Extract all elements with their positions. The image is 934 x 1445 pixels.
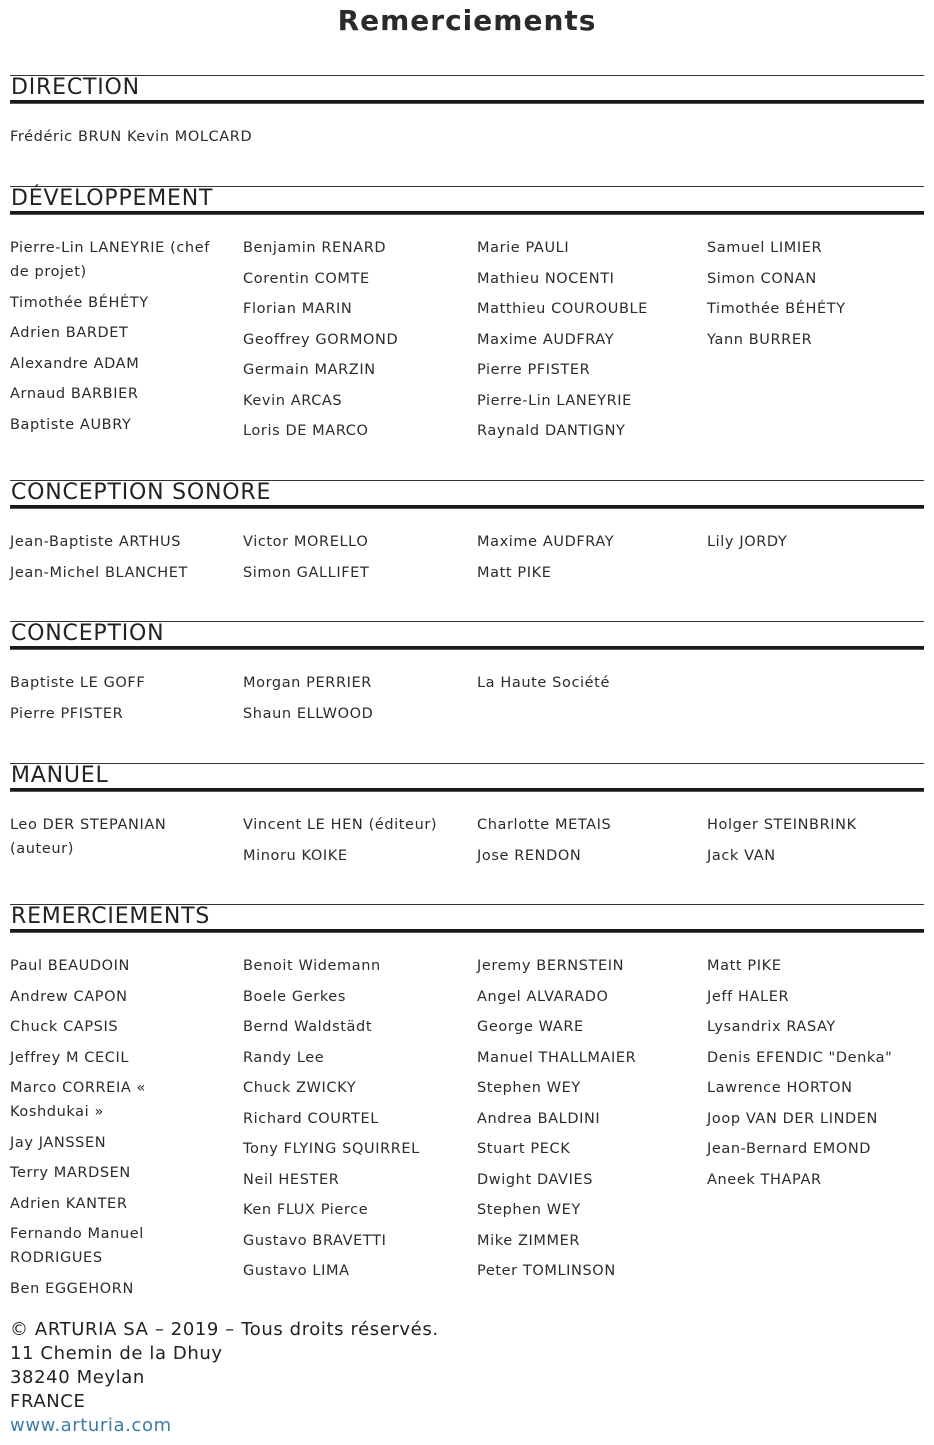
credit-name: Jeff HALER <box>707 988 790 1005</box>
credit-name: Loris DE MARCO <box>243 423 369 439</box>
credit-name: Chuck CAPSIS <box>10 1019 119 1035</box>
address-line-1: 11 Chemin de la Dhuy <box>10 1343 223 1364</box>
name-column <box>10 671 225 732</box>
section-manuel <box>10 763 924 864</box>
credit-name: Timothée BÉHÉTY <box>707 301 846 317</box>
credit-name: Alexandre ADAM <box>10 355 140 372</box>
credit-name: Adrien BARDET <box>10 325 129 341</box>
section-conception-sonore <box>10 480 924 581</box>
name-column <box>10 236 225 443</box>
credit-name: Jean-Baptiste ARTHUS <box>10 534 182 550</box>
credit-name: Stephen WEY <box>477 1080 581 1096</box>
credit-name: Shaun ELLWOOD <box>243 705 374 722</box>
credit-name: Morgan PERRIER <box>243 675 372 691</box>
credit-name: Bernd Waldstädt <box>243 1019 373 1035</box>
credit-name: Adrien KANTER <box>10 1195 128 1212</box>
credit-name: Charlotte METAIS <box>477 817 612 833</box>
name-column <box>707 236 922 358</box>
credit-name: Randy Lee <box>243 1049 325 1066</box>
section-heading: REMERCIEMENTS <box>11 904 211 929</box>
credit-name: Jose RENDON <box>477 847 582 864</box>
credit-name: Chuck ZWICKY <box>243 1080 357 1096</box>
credit-name: Gustavo BRAVETTI <box>243 1232 387 1249</box>
credit-name: Leo DER STEPANIAN (auteur) <box>10 817 167 857</box>
credit-name: Pierre PFISTER <box>477 362 591 378</box>
website-link[interactable]: www.arturia.com <box>10 1415 172 1436</box>
credit-name: Simon CONAN <box>707 270 817 287</box>
credit-name: Marie PAULI <box>477 240 570 256</box>
name-column <box>477 813 692 874</box>
credit-name: Corentin COMTE <box>243 270 370 287</box>
credit-name: Arnaud BARBIER <box>10 386 139 402</box>
credit-name: Matthieu COUROUBLE <box>477 301 648 317</box>
name-column <box>10 813 225 868</box>
credit-name: Jack VAN <box>707 847 776 864</box>
credit-name: Maxime AUDFRAY <box>477 534 615 550</box>
credit-name: Lawrence HORTON <box>707 1080 853 1096</box>
credit-name: Benjamin RENARD <box>243 240 387 256</box>
credit-name: Victor MORELLO <box>243 534 369 550</box>
credit-name: Lily JORDY <box>707 534 788 550</box>
footer <box>10 1318 439 1438</box>
section-heading-bar <box>10 186 924 214</box>
credit-name: Vincent LE HEN (éditeur) <box>243 817 438 833</box>
section-heading-bar <box>10 904 924 932</box>
name-column <box>243 671 458 732</box>
credit-name: Jean-Michel BLANCHET <box>10 564 188 581</box>
name-column <box>707 954 922 1198</box>
section-heading: MANUEL <box>11 763 109 788</box>
credit-name: Jay JANSSEN <box>10 1134 107 1151</box>
credit-name: Ben EGGEHORN <box>10 1280 134 1297</box>
name-column <box>477 530 692 591</box>
credit-name: Andrew CAPON <box>10 988 128 1005</box>
credit-name: Matt PIKE <box>707 958 782 974</box>
credit-name: Baptiste LE GOFF <box>10 675 146 691</box>
credit-name: Simon GALLIFET <box>243 564 370 581</box>
section-heading-bar <box>10 621 924 649</box>
credit-name: Andrea BALDINI <box>477 1110 601 1127</box>
name-column <box>477 671 692 702</box>
credit-name: Richard COURTEL <box>243 1110 379 1127</box>
section-heading: DÉVELOPPEMENT <box>11 186 214 211</box>
page-title: Remerciements <box>337 4 597 37</box>
credit-name: Minoru KOIKE <box>243 847 348 864</box>
credit-name: Timothée BÉHÉTY <box>10 294 149 311</box>
credit-name: Lysandrix RASAY <box>707 1019 836 1035</box>
address-line-2: 38240 Meylan <box>10 1367 145 1388</box>
credit-name: Angel ALVARADO <box>477 988 609 1005</box>
credit-name: Stuart PECK <box>477 1141 571 1157</box>
credit-name: George WARE <box>477 1019 584 1035</box>
credit-name: Pierre PFISTER <box>10 705 124 722</box>
credit-name: Dwight DAVIES <box>477 1171 594 1188</box>
section-heading-bar <box>10 480 924 508</box>
name-column <box>707 813 922 874</box>
name-column <box>10 530 225 591</box>
section-heading-bar <box>10 763 924 791</box>
credit-name: Pierre-Lin LANEYRIE (chef de projet) <box>10 240 210 280</box>
credit-name: Matt PIKE <box>477 564 552 581</box>
credit-name: Frédéric BRUN Kevin MOLCARD <box>10 129 253 145</box>
credit-name: Jeremy BERNSTEIN <box>477 958 625 974</box>
credit-name: Neil HESTER <box>243 1171 340 1188</box>
credit-name: Aneek THAPAR <box>707 1171 822 1188</box>
name-column <box>243 236 458 450</box>
credit-name: Terry MARDSEN <box>10 1165 131 1181</box>
credit-name: Samuel LIMIER <box>707 240 823 256</box>
credit-name: Fernando Manuel RODRIGUES <box>10 1226 144 1266</box>
credit-name: Boele Gerkes <box>243 988 346 1005</box>
credit-name: Peter TOMLINSON <box>477 1263 616 1279</box>
section-direction <box>10 75 924 145</box>
credit-name: Raynald DANTIGNY <box>477 423 626 439</box>
credit-name: Holger STEINBRINK <box>707 817 857 833</box>
credit-name: Tony FLYING SQUIRREL <box>243 1141 420 1157</box>
name-column <box>477 236 692 450</box>
credit-name: Maxime AUDFRAY <box>477 331 615 348</box>
name-column <box>243 813 458 874</box>
credit-name: Yann BURRER <box>707 331 813 348</box>
section-heading: DIRECTION <box>11 75 140 100</box>
name-column <box>10 125 410 156</box>
credit-name: Pierre-Lin LANEYRIE <box>477 392 632 409</box>
credit-name: Mathieu NOCENTI <box>477 270 615 287</box>
credit-name: Joop VAN DER LINDEN <box>707 1110 878 1127</box>
name-column <box>243 530 458 591</box>
credit-name: Manuel THALLMAIER <box>477 1049 637 1066</box>
credit-name: Germain MARZIN <box>243 362 376 378</box>
section-conception <box>10 621 924 722</box>
section-remerciements <box>10 904 924 1297</box>
credit-name: Benoit Widemann <box>243 958 381 974</box>
credit-name: Mike ZIMMER <box>477 1232 581 1249</box>
credit-name: Jeffrey M CECIL <box>10 1049 130 1066</box>
credit-name: Baptiste AUBRY <box>10 416 132 433</box>
name-column <box>477 954 692 1290</box>
credit-name: Gustavo LIMA <box>243 1263 350 1279</box>
credit-name: Marco CORREIA « Koshdukai » <box>10 1080 147 1120</box>
credit-name: Florian MARIN <box>243 301 353 317</box>
name-column <box>707 530 922 561</box>
credit-name: Kevin ARCAS <box>243 392 343 409</box>
copyright-text: © ARTURIA SA – 2019 – Tous droits réservés. <box>10 1319 439 1340</box>
credit-name: Denis EFENDIC "Denka" <box>707 1049 893 1066</box>
credit-name: La Haute Société <box>477 675 610 691</box>
credit-name: Geoffrey GORMOND <box>243 331 399 348</box>
address-country: FRANCE <box>10 1391 86 1412</box>
credit-name: Ken FLUX Pierce <box>243 1202 369 1218</box>
section-d-veloppement <box>10 186 924 439</box>
section-heading-bar <box>10 75 924 103</box>
credit-name: Stephen WEY <box>477 1202 581 1218</box>
name-column <box>243 954 458 1290</box>
credit-name: Paul BEAUDOIN <box>10 958 130 974</box>
section-heading: CONCEPTION <box>11 621 165 646</box>
section-heading: CONCEPTION SONORE <box>11 480 272 505</box>
credit-name: Jean-Bernard EMOND <box>707 1141 872 1157</box>
name-column <box>10 954 225 1307</box>
